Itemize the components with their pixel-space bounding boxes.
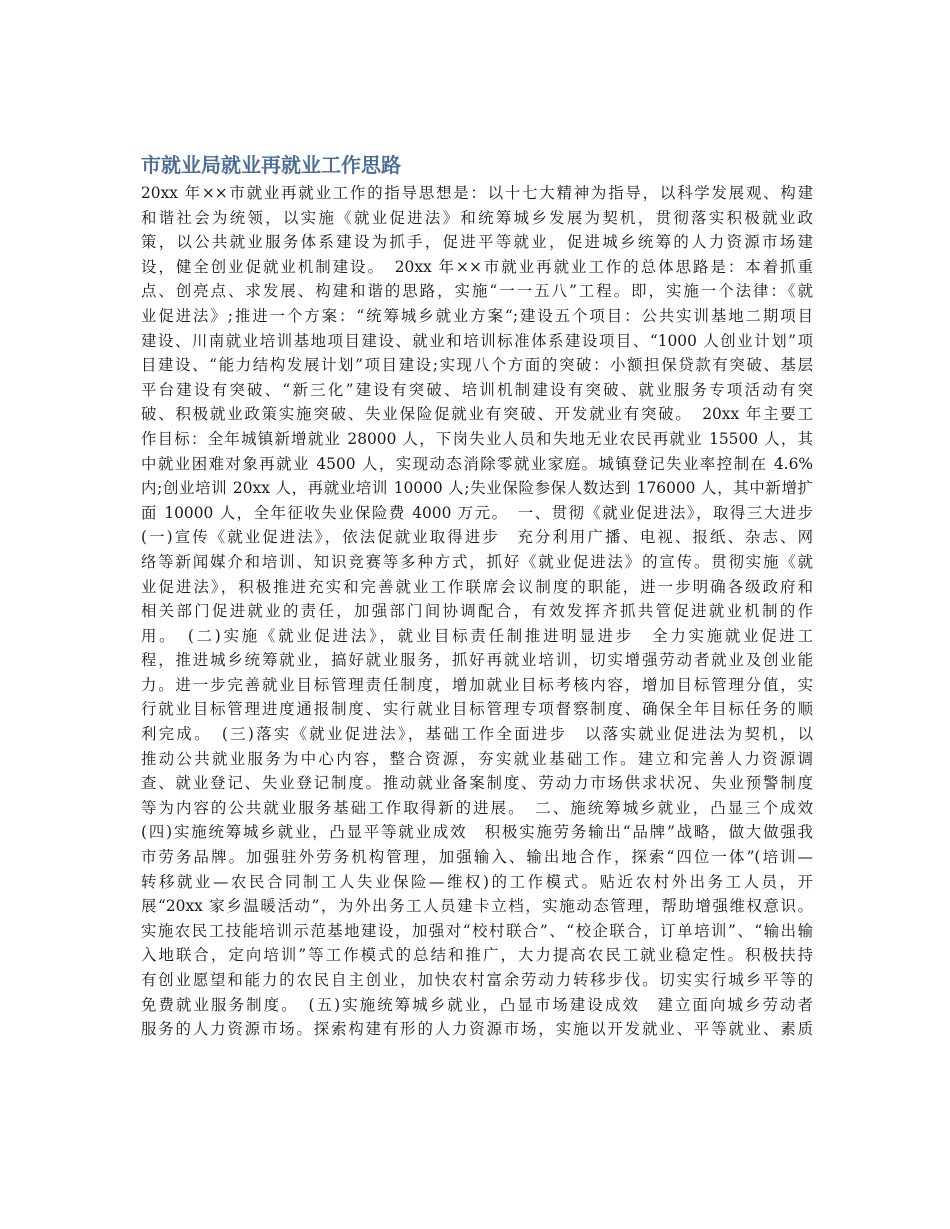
body-line: 展“20xx 家乡温暖活动”，为外出务工人员建卡立档，实施动态管理，帮助增强维权意识。 — [141, 897, 813, 916]
body-line: 市劳务品牌。加强驻外劳务机构管理，加强输入、输出地合作，探索“四位一体”(培训— — [141, 848, 813, 867]
body-line: 利完成。 (三)落实《就业促进法》，基础工作全面进步 以落实就业促进法为契机，以 — [141, 725, 813, 744]
body-line: 等为内容的公共就业服务基础工作取得新的进展。 二、施统筹城乡就业，凸显三个成效 — [141, 798, 813, 817]
body-line: 查、就业登记、失业登记制度。推动就业备案制度、劳动力市场供求状况、失业预警制度 — [141, 774, 813, 793]
body-line: 设，健全创业促就业机制建设。 20xx 年××市就业再就业工作的总体思路是：本着抓重 — [141, 257, 813, 276]
body-line: 20xx 年××市就业再就业工作的指导思想是：以十七大精神为指导，以科学发展观、构建 — [141, 184, 813, 202]
body-line: (四)实施统筹城乡就业，凸显平等就业成效 积极实施劳务输出“品牌”战略，做大做强我 — [141, 823, 813, 842]
body-line: 策，以公共就业服务体系建设为抓手，促进平等就业，促进城乡统筹的人力资源市场建 — [141, 233, 813, 252]
body-line: 业促进法》，积极推进充实和完善就业工作联席会议制度的职能，进一步明确各级政府和 — [141, 577, 813, 596]
body-line: 入地联合，定向培训”等工作模式的总结和推广，大力提高农民工就业稳定性。积极扶持 — [141, 946, 813, 965]
body-line: 内;创业培训 20xx 人，再就业培训 10000 人;失业保险参保人数达到 176000 人，其中新增扩 — [141, 479, 813, 498]
document-body — [141, 181, 813, 1042]
body-line: 行就业目标管理进度通报制度、实行就业目标管理专项督察制度、确保全年目标任务的顺 — [141, 700, 813, 719]
body-line: 和谐社会为统领，以实施《就业促进法》和统筹城乡发展为契机，贯彻落实积极就业政 — [141, 208, 813, 227]
body-line: 服务的人力资源市场。探索构建有形的人力资源市场，实施以开发就业、平等就业、素质 — [141, 1020, 813, 1039]
body-line: 建设、川南就业培训基地项目建设、就业和培训标准体系建设项目、“1000 人创业计划”项 — [141, 331, 813, 350]
body-line: 免费就业服务制度。 (五)实施统筹城乡就业，凸显市场建设成效 建立面向城乡劳动者 — [141, 995, 813, 1014]
body-line: 推动公共就业服务为中心内容，整合资源，夯实就业基础工作。建立和完善人力资源调 — [141, 749, 813, 768]
body-line: 用。 (二)实施《就业促进法》，就业目标责任制推进明显进步 全力实施就业促进工 — [141, 626, 813, 645]
body-line: 破、积极就业政策实施突破、失业保险促就业有突破、开发就业有突破。 20xx 年主要工 — [141, 405, 813, 424]
body-line: 实施农民工技能培训示范基地建设，加强对“校村联合”、“校企联合，订单培训”、“输出输 — [141, 921, 813, 940]
body-line: 相关部门促进就业的责任，加强部门间协调配合，有效发挥齐抓共管促进就业机制的作 — [141, 602, 813, 621]
body-line: 程，推进城乡统筹就业，搞好就业服务，抓好再就业培训，切实增强劳动者就业及创业能 — [141, 651, 813, 670]
body-line: 有创业愿望和能力的农民自主创业，加快农村富余劳动力转移步伐。切实实行城乡平等的 — [141, 971, 813, 989]
body-line: (一)宣传《就业促进法》，依法促就业取得进步 充分利用广播、电视、报纸、杂志、网 — [141, 528, 813, 547]
body-line: 业促进法》;推进一个方案：“统筹城乡就业方案“;建设五个项目：公共实训基地二期项目 — [141, 306, 813, 325]
body-line: 作目标：全年城镇新增就业 28000 人，下岗失业人员和失地无业农民再就业 15500 人，其 — [141, 429, 813, 448]
body-line: 中就业困难对象再就业 4500 人，实现动态消除零就业家庭。城镇登记失业率控制在 4.6% — [141, 454, 813, 473]
body-line: 面 10000 人，全年征收失业保险费 4000 万元。 一、贯彻《就业促进法》，取得三大进步 — [141, 503, 813, 522]
body-line: 目建设、“能力结构发展计划”项目建设;实现八个方面的突破：小额担保贷款有突破、基层 — [141, 356, 813, 375]
body-line: 点、创亮点、求发展、构建和谐的思路，实施“一一五八”工程。即，实施一个法律：《就 — [141, 282, 813, 301]
document-title: 市就业局就业再就业工作思路 — [141, 153, 401, 177]
body-line: 平台建设有突破、“新三化”建设有突破、培训机制建设有突破、就业服务专项活动有突 — [141, 380, 813, 399]
body-line: 转移就业—农民合同制工人失业保险—维权)的工作模式。贴近农村外出务工人员，开 — [141, 872, 813, 891]
body-line: 络等新闻媒介和培训、知识竞赛等多种方式，抓好《就业促进法》的宣传。贯彻实施《就 — [141, 552, 813, 571]
body-line: 力。进一步完善就业目标管理责任制度，增加就业目标考核内容，增加目标管理分值，实 — [141, 675, 813, 694]
